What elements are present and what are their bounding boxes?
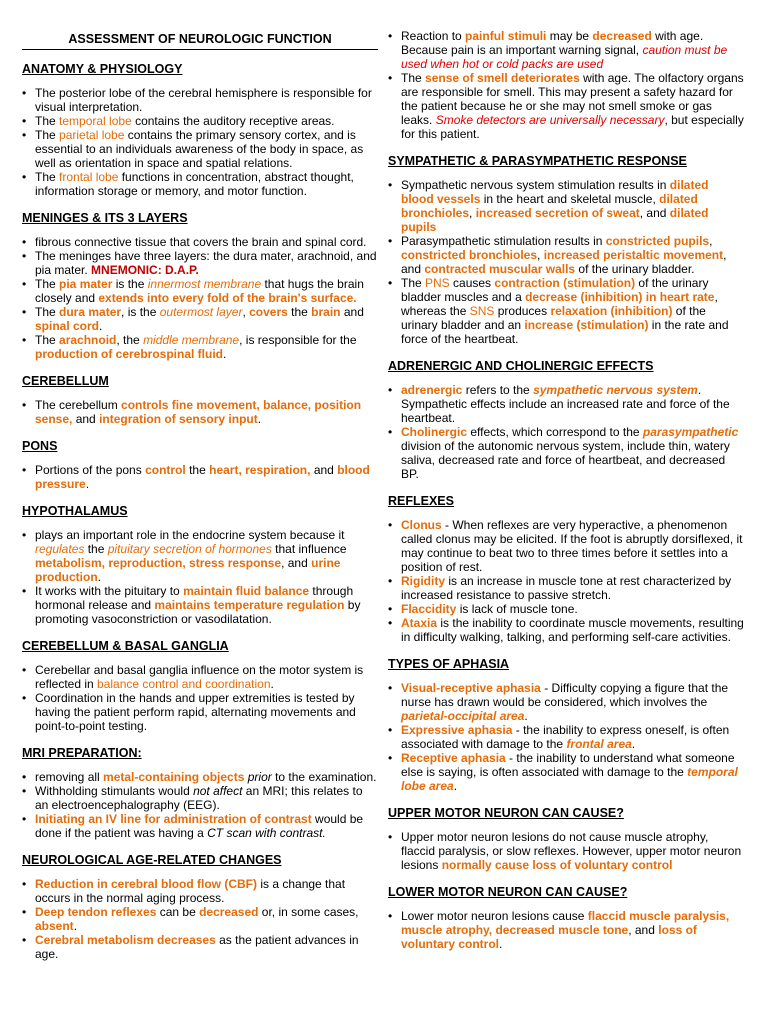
highlighted-term: frontal lobe bbox=[59, 170, 119, 184]
bullet-item bbox=[22, 812, 378, 840]
text-run: plays an important role in the endocrine system because it bbox=[35, 528, 345, 542]
text-run: is an increase in muscle tone at rest characterized by increased resistance to passive stretch. bbox=[401, 574, 732, 602]
text-run: . bbox=[85, 477, 90, 491]
highlighted-term: middle membrane bbox=[143, 333, 240, 347]
text-run: Portions of the pons bbox=[35, 463, 146, 477]
section-heading: REFLEXES bbox=[388, 494, 454, 508]
bullet-item bbox=[22, 770, 378, 784]
text-run: would be done if the patient was having a bbox=[35, 812, 364, 840]
section-heading: MENINGES & ITS 3 LAYERS bbox=[22, 211, 188, 225]
text-run: The cerebellum bbox=[35, 398, 122, 412]
bullet-item bbox=[388, 830, 744, 872]
highlighted-term: balance control and coordination bbox=[97, 677, 271, 691]
bullet-item bbox=[388, 518, 744, 574]
text-run: Coordination in the hands and upper extremities is tested by having the patient perform rapid, alternating movements and point-to-point testing. bbox=[35, 691, 356, 733]
bullet-item bbox=[388, 602, 744, 616]
text-run: causes bbox=[449, 276, 495, 290]
bullet-item bbox=[22, 905, 378, 933]
highlighted-term: blood pressure bbox=[35, 463, 370, 491]
highlighted-term: increase (stimulation) bbox=[524, 318, 649, 332]
highlighted-term: PNS bbox=[425, 276, 450, 290]
bullet-list bbox=[388, 909, 744, 951]
highlighted-term: flaccid muscle paralysis, muscle atrophy, decreased muscle tone bbox=[401, 909, 730, 937]
bullet-item bbox=[388, 276, 744, 346]
highlighted-term: contraction (stimulation) bbox=[494, 276, 636, 290]
highlighted-term: decreased bbox=[592, 29, 652, 43]
section-cerebellum-basal-ganglia bbox=[22, 639, 378, 733]
text-run: functions in concentration, abstract thought, information storage or memory, and motor function. bbox=[35, 170, 354, 198]
text-run: produces bbox=[494, 304, 551, 318]
highlighted-term: extends into every fold of the brain's surface. bbox=[98, 291, 357, 305]
bullet-list bbox=[22, 398, 378, 426]
text-run: and bbox=[72, 412, 100, 426]
bullet-item bbox=[22, 398, 378, 426]
text-run: - Difficulty copying a figure that the nurse has drawn would be considered, which involves the bbox=[401, 681, 729, 709]
highlighted-term: metal-containing objects bbox=[103, 770, 245, 784]
bullet-item bbox=[22, 114, 378, 128]
bullet-list bbox=[22, 770, 378, 840]
highlighted-term: arachnoid bbox=[59, 333, 117, 347]
text-run: . bbox=[631, 737, 636, 751]
highlighted-term: Expressive aphasia bbox=[401, 723, 513, 737]
highlighted-term: urine production bbox=[35, 556, 341, 584]
highlighted-term: pituitary secretion of hormones bbox=[107, 542, 272, 556]
section-continued bbox=[388, 29, 744, 141]
text-run: The bbox=[401, 71, 426, 85]
highlighted-term: frontal area bbox=[566, 737, 632, 751]
bullet-item bbox=[388, 723, 744, 751]
text-run: with age. Because pain is an important warning signal, bbox=[401, 29, 704, 57]
highlighted-term: production of cerebrospinal fluid bbox=[35, 347, 224, 361]
bullet-item bbox=[22, 235, 378, 249]
bullet-item bbox=[22, 528, 378, 584]
section-heading: LOWER MOTOR NEURON CAN CAUSE? bbox=[388, 885, 628, 899]
highlighted-term: metabolism, reproduction, stress response bbox=[35, 556, 282, 570]
text-run: of the urinary bladder. bbox=[575, 262, 695, 276]
highlighted-term: dilated blood vessels bbox=[401, 178, 709, 206]
text-run: by promoting vasoconstriction or vasodilatation. bbox=[35, 598, 361, 626]
text-run: in the heart and skeletal muscle, bbox=[480, 192, 660, 206]
highlighted-term: contracted muscular walls bbox=[424, 262, 576, 276]
highlighted-term: Receptive aphasia bbox=[401, 751, 506, 765]
text-run: . bbox=[499, 937, 503, 951]
text-run: with age. The olfactory organs are responsible for smell. This may present a safety hazard for the patient because he or she may not smell smoke or gas leaks. bbox=[401, 71, 744, 127]
bullet-item bbox=[22, 933, 378, 961]
highlighted-term: brain bbox=[311, 305, 341, 319]
text-run: , and bbox=[628, 923, 659, 937]
highlighted-term: SNS bbox=[469, 304, 495, 318]
text-run: in the rate and force of the heartbeat. bbox=[401, 318, 729, 346]
highlighted-term: Ataxia bbox=[401, 616, 438, 630]
highlighted-term: Smoke detectors are universally necessary bbox=[435, 113, 665, 127]
bullet-list bbox=[388, 830, 744, 872]
text-run: the bbox=[287, 305, 312, 319]
text-run: that hugs the brain closely and bbox=[35, 277, 364, 305]
highlighted-term: temporal lobe area bbox=[401, 765, 738, 793]
text-run: - the inability to express oneself, is often associated with damage to the bbox=[401, 723, 730, 751]
text-run: . bbox=[524, 709, 528, 723]
text-run: the bbox=[84, 542, 108, 556]
section-lower-motor-neuron-can-cause bbox=[388, 885, 744, 951]
text-run: and bbox=[310, 463, 338, 477]
highlighted-term: Cholinergic bbox=[401, 425, 468, 439]
text-run: . bbox=[97, 570, 101, 584]
section-heading: ANATOMY & PHYSIOLOGY bbox=[22, 62, 183, 76]
text-run: Sympathetic nervous system stimulation results in bbox=[401, 178, 670, 192]
bullet-item bbox=[388, 574, 744, 602]
text-run: contains the auditory receptive areas. bbox=[131, 114, 335, 128]
bullet-item bbox=[22, 170, 378, 198]
section-heading: PONS bbox=[22, 439, 58, 453]
highlighted-term: MNEMONIC: D.A.P. bbox=[91, 263, 199, 277]
text-run: , whereas the bbox=[401, 290, 718, 318]
bullet-item bbox=[388, 616, 744, 644]
text-run: , bbox=[537, 248, 544, 262]
text-run: Lower motor neuron lesions cause bbox=[401, 909, 588, 923]
highlighted-term: Deep tendon reflexes bbox=[35, 905, 157, 919]
text-run: can be bbox=[156, 905, 200, 919]
text-run: The bbox=[401, 276, 426, 290]
text-run: may be bbox=[546, 29, 593, 43]
text-run: through hormonal release and bbox=[35, 584, 354, 612]
section-mri-preparation bbox=[22, 746, 378, 840]
section-heading: NEUROLOGICAL AGE-RELATED CHANGES bbox=[22, 853, 282, 867]
highlighted-term: normally cause loss of voluntary control bbox=[441, 858, 673, 872]
highlighted-term: parasympathetic bbox=[642, 425, 739, 439]
text-run: . bbox=[73, 919, 78, 933]
bullet-list bbox=[388, 681, 744, 793]
text-run: contains the primary sensory cortex, and is essential to an individuals awareness of the body in space, as well as orientation in space and spatial relations. bbox=[35, 128, 364, 170]
highlighted-term: Clonus bbox=[401, 518, 442, 532]
text-run: an MRI; this relates to an electroencephalography (EEG). bbox=[35, 784, 363, 812]
text-run: . bbox=[223, 347, 227, 361]
text-run: effects, which correspond to the bbox=[467, 425, 643, 439]
bullet-item bbox=[388, 234, 744, 276]
bullet-item bbox=[22, 86, 378, 114]
bullet-list bbox=[22, 235, 378, 361]
highlighted-term: dura mater bbox=[59, 305, 122, 319]
text-run: . bbox=[257, 412, 262, 426]
text-run: The bbox=[35, 305, 60, 319]
text-run: as the patient advances in age. bbox=[35, 933, 359, 961]
highlighted-term: dilated pupils bbox=[401, 206, 709, 234]
bullet-item bbox=[388, 425, 744, 481]
text-run: fibrous connective tissue that covers the brain and spinal cord. bbox=[35, 235, 367, 249]
highlighted-term: controls fine movement, balance, position sense, bbox=[35, 398, 362, 426]
text-run: The bbox=[35, 114, 60, 128]
text-run: Cerebellar and basal ganglia influence on the motor system is reflected in bbox=[35, 663, 364, 691]
text-run: - When reflexes are very hyperactive, a phenomenon called clonus may be elicited. If the foot is abruptly dorsiflexed, it may continue to beat two to three times before it settles into a position of rest. bbox=[401, 518, 743, 574]
right-sections bbox=[388, 29, 744, 951]
bullet-list bbox=[22, 528, 378, 626]
highlighted-term: covers bbox=[249, 305, 288, 319]
text-run: to the examination. bbox=[271, 770, 377, 784]
bullet-item bbox=[388, 383, 744, 425]
text-run: Withholding stimulants would bbox=[35, 784, 194, 798]
text-run: The bbox=[35, 128, 60, 142]
bullet-list bbox=[388, 29, 744, 141]
section-heading: CEREBELLUM bbox=[22, 374, 109, 388]
highlighted-term: sense of smell deteriorates bbox=[425, 71, 580, 85]
highlighted-term: loss of voluntary control bbox=[401, 923, 697, 951]
text-run: of the urinary bladder and an bbox=[401, 304, 706, 332]
highlighted-term: adrenergic bbox=[401, 383, 463, 397]
highlighted-term: constricted bronchioles bbox=[401, 248, 538, 262]
left-column bbox=[22, 30, 378, 974]
text-run: Upper motor neuron lesions do not cause muscle atrophy, flaccid paralysis, or slow reflexes. However, upper motor neuron lesions bbox=[401, 830, 742, 872]
bullet-item bbox=[22, 784, 378, 812]
bullet-item bbox=[22, 333, 378, 361]
bullet-item bbox=[22, 663, 378, 691]
bullet-list bbox=[22, 86, 378, 198]
highlighted-term: Flaccidity bbox=[401, 602, 457, 616]
bullet-list bbox=[388, 518, 744, 644]
text-run: . Sympathetic effects include an increased rate and force of the heartbeat. bbox=[401, 383, 730, 425]
text-run: is lack of muscle tone. bbox=[456, 602, 578, 616]
highlighted-term: caution must be used when hot or cold packs are used bbox=[401, 43, 728, 71]
text-run: The bbox=[35, 277, 60, 291]
highlighted-term: increased secretion of sweat bbox=[475, 206, 640, 220]
text-run: , bbox=[709, 234, 713, 248]
highlighted-term: absent bbox=[35, 919, 74, 933]
bullet-item bbox=[388, 178, 744, 234]
bullet-item bbox=[22, 584, 378, 626]
bullet-item bbox=[22, 691, 378, 733]
bullet-item bbox=[22, 277, 378, 305]
highlighted-term: decreased bbox=[199, 905, 259, 919]
section-heading: UPPER MOTOR NEURON CAN CAUSE? bbox=[388, 806, 624, 820]
section-heading: SYMPATHETIC & PARASYMPATHETIC RESPONSE bbox=[388, 154, 687, 168]
highlighted-term: maintains temperature regulation bbox=[154, 598, 345, 612]
text-run: division of the autonomic nervous system, include thin, watery saliva, decreased rate and force of heartbeat, and decreased BP. bbox=[401, 439, 730, 481]
highlighted-term: Visual-receptive aphasia bbox=[401, 681, 541, 695]
bullet-item bbox=[22, 249, 378, 277]
left-sections bbox=[22, 62, 378, 961]
text-run: The posterior lobe of the cerebral hemisphere is responsible for visual interpretation. bbox=[35, 86, 372, 114]
bullet-item bbox=[388, 71, 744, 141]
text-run: removing all bbox=[35, 770, 104, 784]
section-heading: ADRENERGIC AND CHOLINERGIC EFFECTS bbox=[388, 359, 654, 373]
highlighted-term: not affect bbox=[193, 784, 243, 798]
bullet-item bbox=[22, 463, 378, 491]
highlighted-term: integration of sensory input bbox=[99, 412, 258, 426]
text-run: is the inability to coordinate muscle movements, resulting in difficulty walking, talking, and performing self-care activities. bbox=[401, 616, 744, 644]
section-meninges-its-3-layers bbox=[22, 211, 378, 361]
text-run: The bbox=[35, 333, 60, 347]
text-run: Reaction to bbox=[401, 29, 466, 43]
bullet-item bbox=[388, 751, 744, 793]
highlighted-term: Reduction in cerebral blood flow (CBF) bbox=[35, 877, 257, 891]
text-run: and bbox=[340, 305, 364, 319]
text-run: the bbox=[185, 463, 210, 477]
text-run: , but especially for this patient. bbox=[401, 113, 744, 141]
section-heading: CEREBELLUM & BASAL GANGLIA bbox=[22, 639, 229, 653]
highlighted-term: regulates bbox=[35, 542, 85, 556]
highlighted-term: innermost membrane bbox=[147, 277, 262, 291]
highlighted-term: relaxation (inhibition) bbox=[550, 304, 673, 318]
text-run: It works with the pituitary to bbox=[35, 584, 184, 598]
bullet-item bbox=[388, 909, 744, 951]
text-run: . bbox=[453, 779, 458, 793]
bullet-item bbox=[388, 681, 744, 723]
highlighted-term: increased peristaltic movement bbox=[543, 248, 724, 262]
text-run: , bbox=[242, 305, 250, 319]
highlighted-term: parietal lobe bbox=[59, 128, 125, 142]
highlighted-term: decrease (inhibition) in heart rate bbox=[525, 290, 715, 304]
highlighted-term: pia mater bbox=[59, 277, 113, 291]
highlighted-term: temporal lobe bbox=[59, 114, 132, 128]
highlighted-term: heart, respiration, bbox=[209, 463, 311, 477]
text-run: is a change that occurs in the normal aging process. bbox=[35, 877, 346, 905]
section-anatomy-physiology bbox=[22, 62, 378, 198]
text-run: , the bbox=[116, 333, 144, 347]
bullet-list bbox=[22, 663, 378, 733]
text-run: , bbox=[469, 206, 476, 220]
section-types-of-aphasia bbox=[388, 657, 744, 793]
text-run: of the urinary bladder muscles and a bbox=[401, 276, 709, 304]
text-run: , is the bbox=[121, 305, 160, 319]
section-hypothalamus bbox=[22, 504, 378, 626]
text-run: , and bbox=[281, 556, 312, 570]
text-run: Parasympathetic stimulation results in bbox=[401, 234, 606, 248]
section-sympathetic-parasympathetic-response bbox=[388, 154, 744, 346]
highlighted-term: prior bbox=[247, 770, 272, 784]
highlighted-term: CT scan with contrast. bbox=[207, 826, 326, 840]
section-upper-motor-neuron-can-cause bbox=[388, 806, 744, 872]
highlighted-term: Cerebral metabolism decreases bbox=[35, 933, 216, 947]
text-run: . bbox=[99, 319, 103, 333]
highlighted-term: parietal-occipital area bbox=[401, 709, 525, 723]
section-cerebellum bbox=[22, 374, 378, 426]
highlighted-term: control bbox=[145, 463, 186, 477]
bullet-item bbox=[22, 305, 378, 333]
text-run: is the bbox=[112, 277, 148, 291]
highlighted-term: Initiating an IV line for administration of contrast bbox=[35, 812, 312, 826]
bullet-list bbox=[388, 178, 744, 346]
section-reflexes bbox=[388, 494, 744, 644]
section-pons bbox=[22, 439, 378, 491]
section-neurological-age-related-changes bbox=[22, 853, 378, 961]
section-heading: HYPOTHALAMUS bbox=[22, 504, 128, 518]
bullet-item bbox=[388, 29, 744, 71]
text-run: - the inability to understand what someone else is saying, is often associated with damage to the bbox=[401, 751, 735, 779]
highlighted-term: sympathetic nervous system bbox=[533, 383, 698, 397]
bullet-list bbox=[22, 877, 378, 961]
section-heading: TYPES OF APHASIA bbox=[388, 657, 510, 671]
document-title: ASSESSMENT OF NEUROLOGIC FUNCTION bbox=[22, 32, 378, 50]
text-run: that influence bbox=[271, 542, 347, 556]
text-run: , and bbox=[639, 206, 670, 220]
highlighted-term: constricted pupils bbox=[605, 234, 710, 248]
bullet-list bbox=[22, 463, 378, 491]
text-run: , and bbox=[401, 248, 727, 276]
text-run: . bbox=[270, 677, 274, 691]
text-run: The meninges have three layers: the dura mater, arachnoid, and pia mater. bbox=[35, 249, 377, 277]
bullet-item bbox=[22, 877, 378, 905]
bullet-item bbox=[22, 128, 378, 170]
section-heading: MRI PREPARATION: bbox=[22, 746, 142, 760]
highlighted-term: spinal cord bbox=[35, 319, 100, 333]
highlighted-term: maintain fluid balance bbox=[183, 584, 310, 598]
highlighted-term: outermost layer bbox=[159, 305, 243, 319]
section-adrenergic-and-cholinergic-effects bbox=[388, 359, 744, 481]
highlighted-term: Rigidity bbox=[401, 574, 445, 588]
highlighted-term: dilated bronchioles bbox=[401, 192, 698, 220]
right-column bbox=[388, 29, 744, 964]
bullet-list bbox=[388, 383, 744, 481]
text-run: refers to the bbox=[462, 383, 534, 397]
text-run: , is responsible for the bbox=[239, 333, 357, 347]
text-run: The bbox=[35, 170, 60, 184]
text-run: or, in some cases, bbox=[258, 905, 359, 919]
highlighted-term: painful stimuli bbox=[465, 29, 547, 43]
